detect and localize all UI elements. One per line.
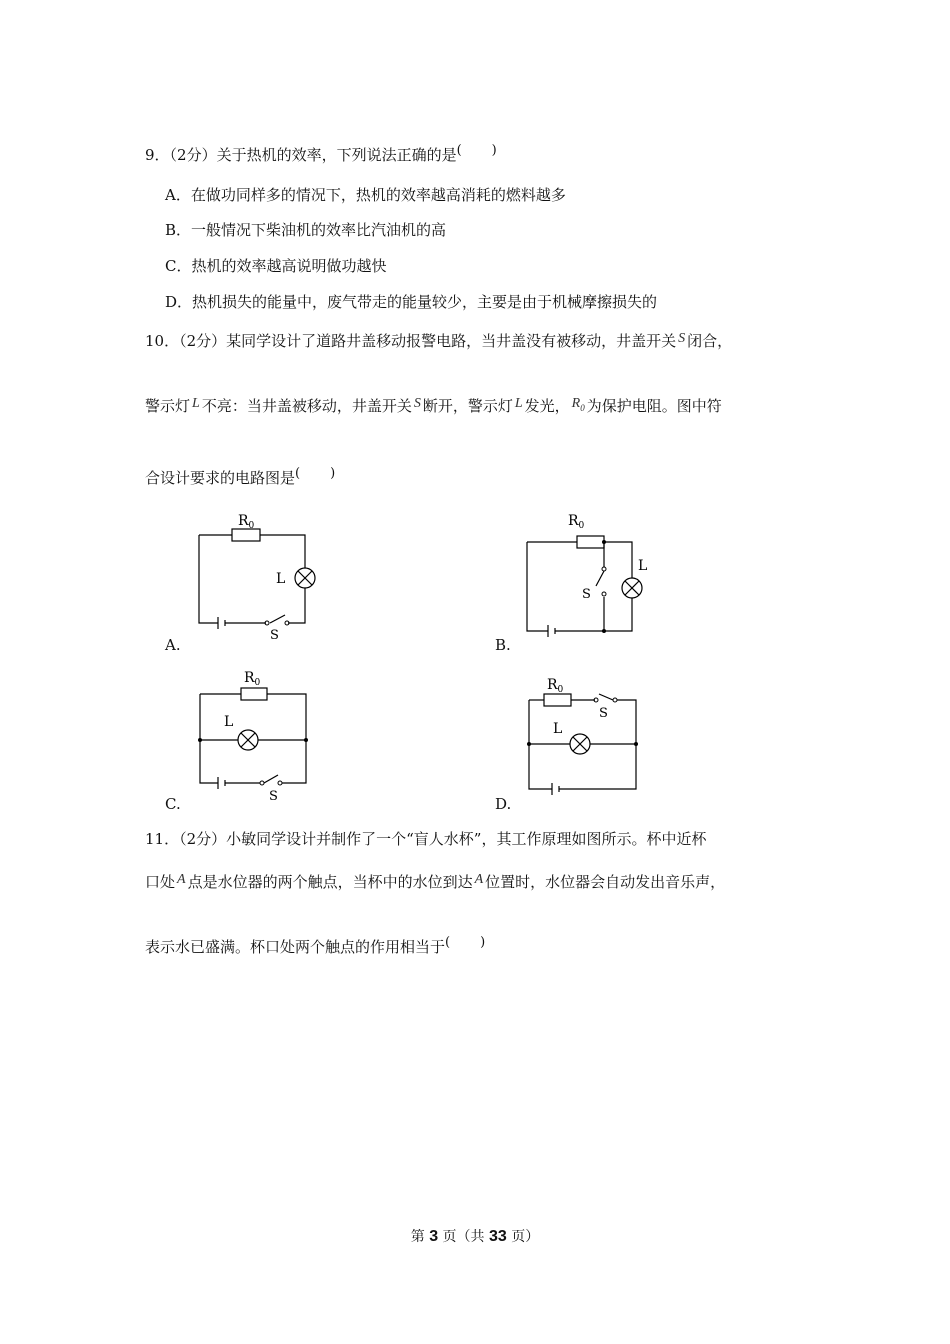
q10-line2: 警示灯 L 不亮：当井盖被移动，井盖开关 S 断开，警示灯 L 发光， $R_0$ 为保护电阻。图中符 [145,396,722,415]
q9-option-a: A．在做功同样多的情况下，热机的效率越高消耗的燃料越多 [165,186,566,204]
q11-line1: 11．（2分）小敏同学设计并制作了一个“盲人水杯”，其工作原理如图所示。杯中近杯 [145,830,707,848]
q11-line3: 表示水已盛满。杯口处两个触点的作用相当于( ) [145,935,486,956]
var-a: A [474,872,484,887]
q9-stem-text: 9．（2分）关于热机的效率，下列说法正确的是 [145,146,457,164]
circuit-d-diagram [520,665,660,805]
switch-label: S [269,789,278,804]
option-a-label: A. [165,636,181,654]
lamp-label: L [276,571,286,587]
q9-option-b: B．一般情况下柴油机的效率比汽油机的高 [165,221,447,239]
q11-line2: 口处 A 点是水位器的两个触点，当杯中的水位到达 A 位置时，水位器会自动发出音乐声， [145,872,726,891]
q9-stem: 9．（2分）关于热机的效率，下列说法正确的是( ) [145,143,497,164]
page-total: 33 [489,1228,507,1245]
resistor-label: $R_0$ [244,670,261,688]
resistor-label: $R_0$ [238,513,255,531]
resistor-label: $R_0$ [547,677,564,695]
var-s: S [678,331,686,346]
q9-option-c: C．热机的效率越高说明做功越快 [165,257,387,275]
var-r0: $R_0$ [571,396,585,413]
option-d-label: D. [495,795,512,813]
q10-line3: 合设计要求的电路图是( ) [145,466,336,487]
page-number: 3 [429,1228,439,1245]
q10-line1: 10．（2分）某同学设计了道路井盖移动报警电路，当井盖没有被移动，井盖开关 S 闭合， [145,331,733,350]
var-l: L [192,396,200,411]
var-a: A [177,872,186,887]
lamp-label: L [638,558,648,574]
circuit-c-diagram [190,665,330,805]
resistor-label: $R_0$ [568,513,585,531]
page-footer: 第 3 页（共 33 页） [410,1228,540,1245]
switch-label: S [599,706,608,721]
var-s: S [413,396,421,411]
circuit-b-diagram [520,505,660,640]
option-b-label: B. [495,636,511,654]
option-c-label: C. [165,795,181,813]
var-l: L [514,396,523,411]
switch-label: S [270,628,279,640]
q9-option-d: D．热机损失的能量中，废气带走的能量较少，主要是由于机械摩擦损失的 [165,293,658,311]
lamp-label: L [553,721,563,737]
switch-label: S [582,587,591,602]
lamp-label: L [224,714,234,730]
circuit-a-diagram [190,505,330,640]
